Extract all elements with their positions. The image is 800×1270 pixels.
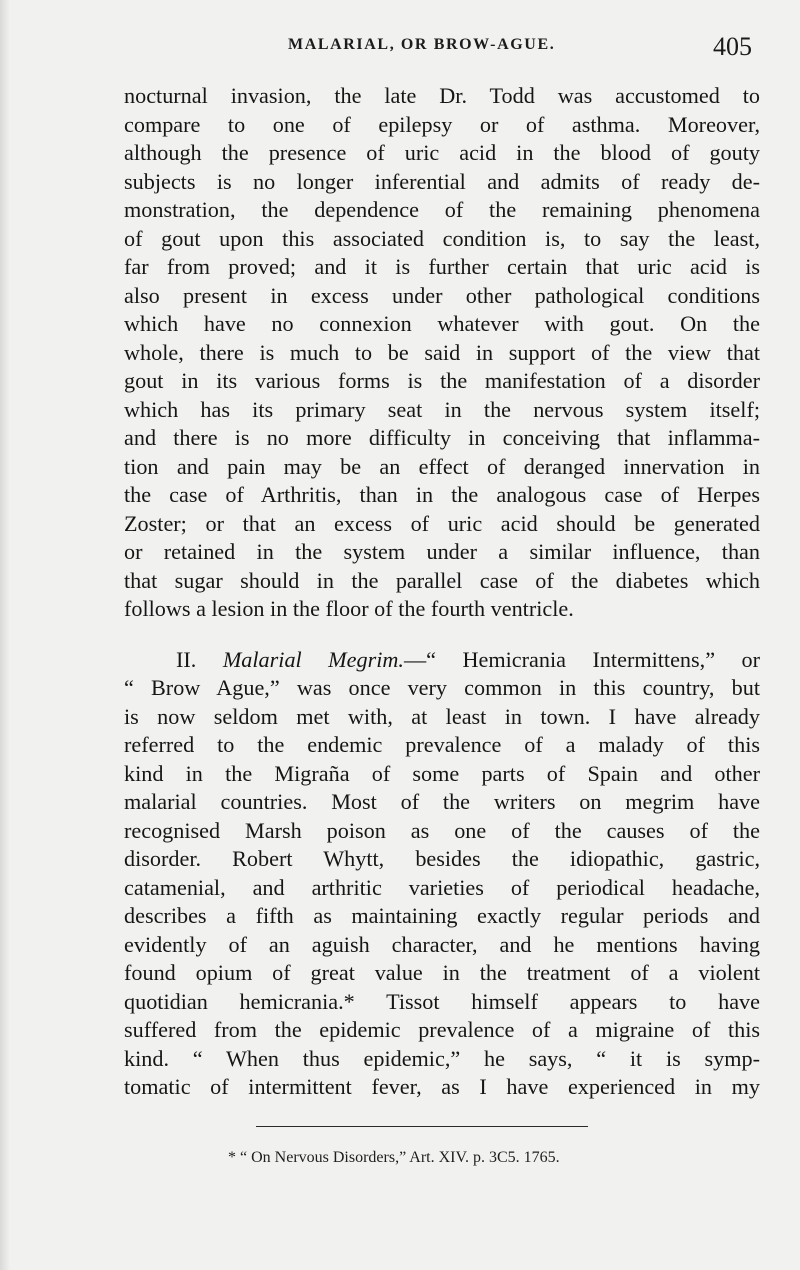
text-line: compare to one of epilepsy or of asthma. Moreover, (124, 111, 760, 137)
text-line: “ Brow Ague,” was once very common in this country, but (124, 675, 760, 700)
paragraph-malarial-megrim (124, 646, 760, 1102)
text-line: malarial countries. Most of the writers on megrim have (124, 789, 760, 814)
text-line: suffered from the epidemic prevalence of a migraine of this (124, 1017, 760, 1042)
body-text (124, 82, 760, 1102)
text-line: nocturnal invasion, the late Dr. Todd was accustomed to (124, 83, 760, 108)
text-line: which have no connexion whatever with gout. On the (124, 311, 760, 336)
text-line: which has its primary seat in the nervous system itself; (124, 396, 760, 422)
section-heading-line (124, 646, 760, 675)
section-numeral: II. (176, 646, 223, 672)
text-line: found opium of great value in the treatment of a violent (124, 960, 760, 985)
text-line: and there is no more difficulty in conceiving that inflamma- (124, 425, 760, 450)
text-line: or retained in the system under a similar influence, than (124, 539, 760, 564)
text-line: that sugar should in the parallel case of the diabetes which (124, 567, 760, 593)
text-line: tion and pain may be an effect of deranged innervation in (124, 453, 760, 479)
running-title: MALARIAL, OR BROW-AGUE. (288, 36, 556, 53)
text-line: Zoster; or that an excess of uric acid should be generated (124, 510, 760, 536)
footnote-divider (256, 1126, 588, 1127)
running-head (0, 34, 800, 64)
text-line: far from proved; and it is further certain that uric acid is (124, 254, 760, 279)
text-line: monstration, the dependence of the remaining phenomena (124, 197, 760, 222)
text-line: the case of Arthritis, than in the analogous case of Herpes (124, 482, 760, 507)
text-line: gout in its various forms is the manifestation of a disorder (124, 368, 760, 393)
text-line: kind. “ When thus epidemic,” he says, “ it is symp- (124, 1045, 760, 1071)
section-heading-continuation: —“ Hemicrania Intermittens,” or (403, 646, 761, 672)
paragraph-gap (124, 624, 760, 646)
text-line: although the presence of uric acid in the blood of gouty (124, 140, 760, 165)
text-line: is now seldom met with, at least in town. I have already (124, 703, 760, 729)
text-line: whole, there is much to be said in support of the view that (124, 339, 760, 365)
text-line: recognised Marsh poison as one of the causes of the (124, 817, 760, 843)
text-line: referred to the endemic prevalence of a malady of this (124, 732, 760, 757)
text-line: tomatic of intermittent fever, as I have experienced in my (124, 1074, 760, 1099)
text-line: quotidian hemicrania.* Tissot himself appears to have (124, 988, 760, 1014)
text-line: kind in the Migraña of some parts of Spain and other (124, 760, 760, 786)
text-line: disorder. Robert Whytt, besides the idiopathic, gastric, (124, 846, 760, 871)
text-line: evidently of an aguish character, and he mentions having (124, 931, 760, 957)
section-heading: Malarial Megrim. (222, 646, 404, 672)
text-line: follows a lesion in the floor of the fourth ventricle. (124, 596, 574, 621)
footnote: * “ On Nervous Disorders,” Art. XIV. p. 3C5. 1765. (228, 1149, 560, 1166)
text-line: catamenial, and arthritic varieties of periodical headache, (124, 874, 760, 900)
page-edge-shadow (0, 0, 10, 1270)
page-number: 405 (713, 32, 752, 61)
text-line: also present in excess under other pathological conditions (124, 282, 760, 308)
paragraph-gout (124, 82, 760, 624)
text-line: subjects is no longer inferential and admits of ready de- (124, 168, 760, 194)
text-line: describes a fifth as maintaining exactly regular periods and (124, 903, 760, 928)
text-line: of gout upon this associated condition is, to say the least, (124, 225, 760, 251)
